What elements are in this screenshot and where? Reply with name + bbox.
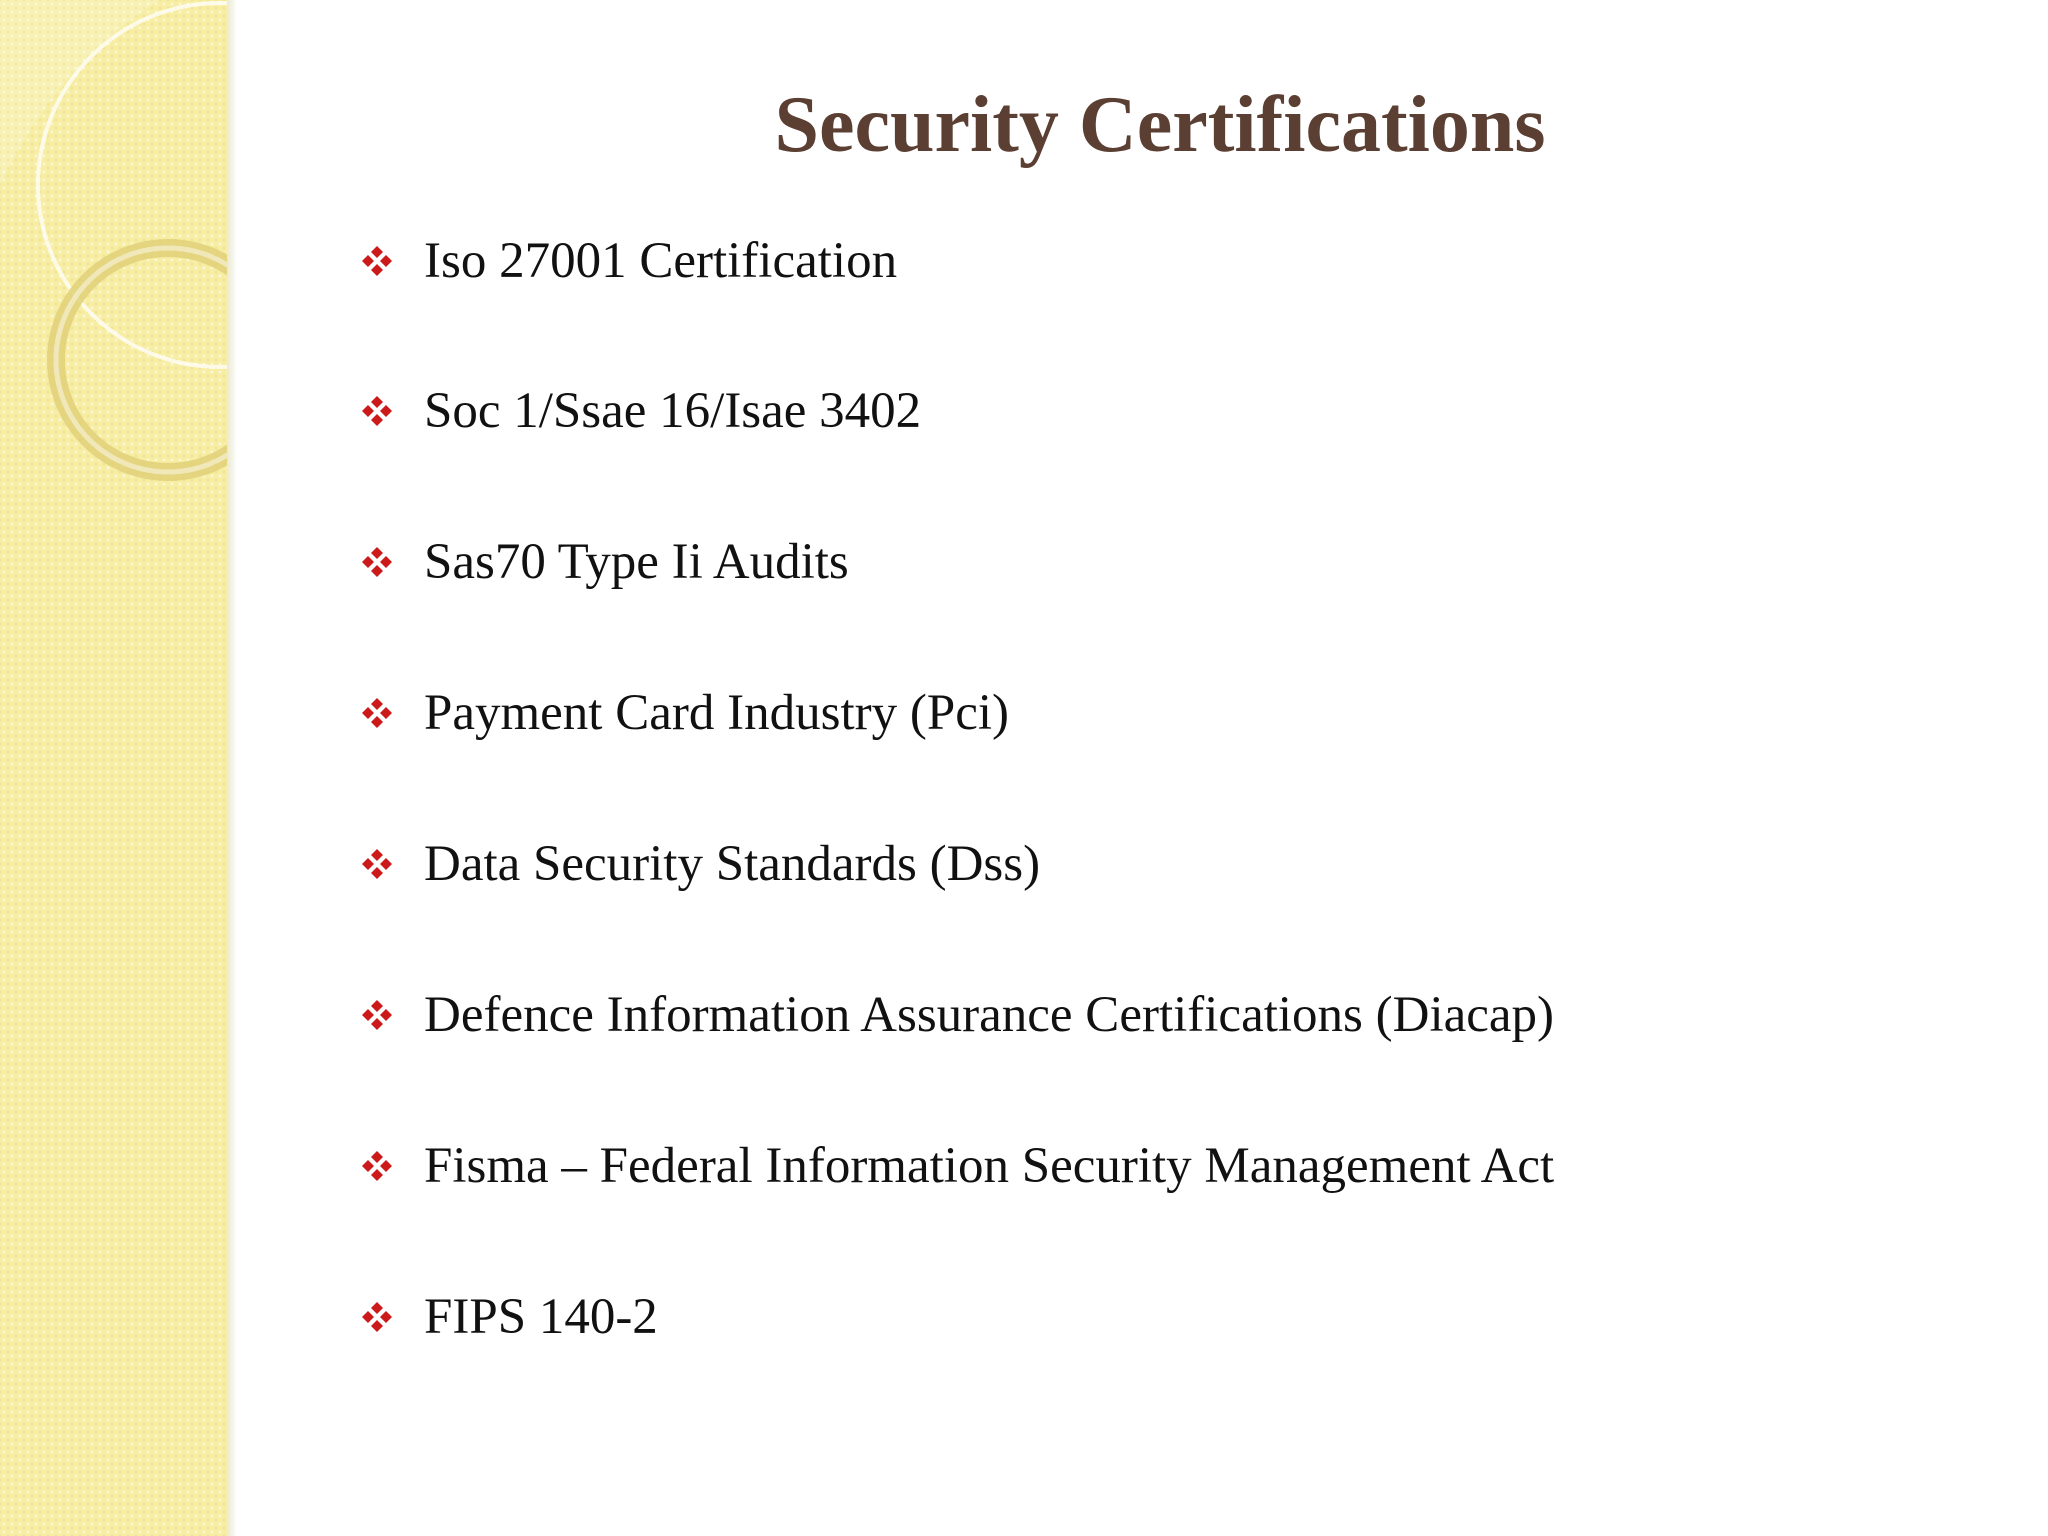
list-item-label: FIPS 140-2 [424,1289,658,1345]
list-item-label: Soc 1/Ssae 16/Isae 3402 [424,383,922,439]
list-item [360,376,921,446]
four-diamond-bullet-icon [360,394,394,428]
four-diamond-bullet-icon [360,244,394,278]
list-item-label: Iso 27001 Certification [424,233,898,289]
list-item-label: Payment Card Industry (Pci) [424,685,1009,741]
four-diamond-bullet-icon [360,696,394,730]
list-item [360,527,849,597]
slide-title: Security Certifications [774,81,1546,169]
list-item [360,678,1009,748]
four-diamond-bullet-icon [360,998,394,1032]
side-panel-shadow [227,0,237,1536]
list-item [360,980,1554,1050]
list-item-label: Fisma – Federal Information Security Management Act [424,1138,1555,1194]
list-item-label: Sas70 Type Ii Audits [424,534,849,590]
list-item [360,226,897,296]
four-diamond-bullet-icon [360,1149,394,1183]
four-diamond-bullet-icon [360,847,394,881]
list-item [360,829,1040,899]
list-item-label: Data Security Standards (Dss) [424,836,1041,892]
decorative-rings-icon [0,0,227,520]
four-diamond-bullet-icon [360,1300,394,1334]
list-item-label: Defence Information Assurance Certifications (Diacap) [424,987,1555,1043]
list-item [360,1131,1554,1201]
decorative-side-panel [0,0,227,1536]
four-diamond-bullet-icon [360,545,394,579]
list-item [360,1282,658,1352]
